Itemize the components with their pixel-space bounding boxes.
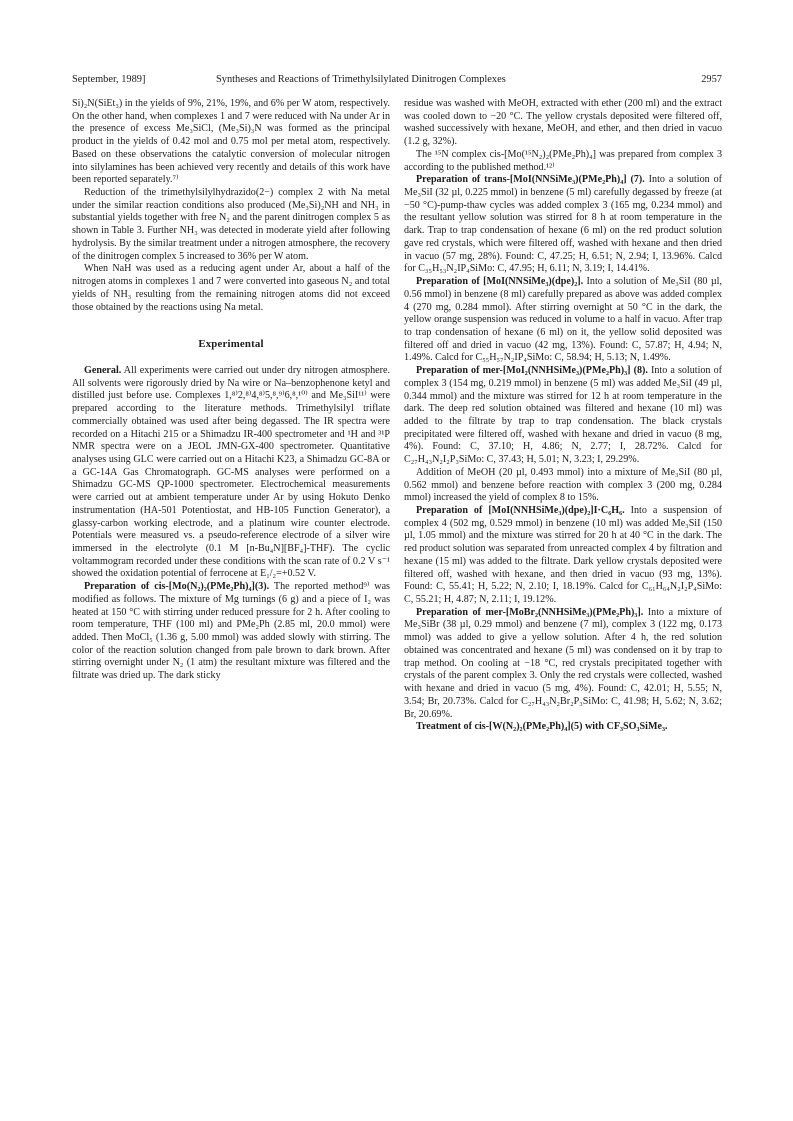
prep-7-text: Into a solution of Me₃SiI (32 µl, 0.225 mmol) in benzene (5 ml) carefully degassed by freeze (at −50 °C)-pump-thaw cycles was added complex 3 (165 mg, 0.234 mmol) and the resultant yellow solution was stirred for 8 h at room temperature in the dark. Trap to trap condensation of hexane (6 ml) on the red product solution gave red crystals, which were filtered off, washed with hexane and then dried in vacuo (57 mg, 28%). Found: C, 47.25; H, 6.51; N, 2.94; I, 13.96%. Calcd for C₃₅H₅₃N₂IP₄SiMo: C, 47.95; H, 6.11; N, 3.19; I, 14.41%. <box>404 174 722 275</box>
issue-date: September, 1989] <box>72 74 146 85</box>
general-text: All experiments were carried out under dry nitrogen atmosphere. All solvents were rigorously dried by Na wire or Na–benzophenone ketyl and distilled just before use. Complexes 1,⁸⁾2,⁸⁾4,⁸⁾5,⁸,⁹⁾6,⁸,¹⁰⁾ and Me₃SiI¹¹⁾ were prepared according to the literature methods. Trimethylsilyl triflate commercially obtained was used after being degassed. The IR spectra were recorded on a Hitachi 215 or a Shimadzu IR-400 spectrometer and ¹H and ³¹P NMR spectra were on a JEOL JMN-GX-400 spectrometer. Quantitative analyses using GLC were carried out on a Hitachi K23, a Shimadzu GC-8A or a GC-14A Gas Chromatograph. GC-MS analyses were performed on a Shimadzu GC-MS QP-1000 spectrometer. Electrochemical measurements were carried out at ambient temperature under Ar by using Hokuto Denko instrumentation (HA-501 Potentiostat, and HB-105 Function Generator), a glassy-carbon working electrode, and a platinum wire counter electrode. Potentials were measured vs. a pseudo-reference electrode of a silver wire immersed in the electrolyte (0.1 M [n-Bu₄N][BF₄]-THF). The cyclic voltammogram recorded under these conditions with the scan rate of 0.2 V s⁻¹ showed the oxidation potential of ferrocene at E₁/₂=+0.52 V. <box>72 364 390 580</box>
prep-c6h6-text: Into a suspension of complex 4 (502 mg, 0.529 mmol) in benzene (10 ml) was added Me₃SiI (150 µl, 1.05 mmol) and the mixture was stirred for 20 h at 40 °C in the dark. The red product solution was separated from unreacted complex 4 by filtration and hexane (15 ml) was added to the filtrate. Dark yellow crystals deposited were filtered off, washed with hexane, and then dried in vacuo (93 mg, 13%). Found: C, 55.41; H, 5.22; N, 2.10; I, 18.19%. Calcd for C₆₁H₆₄N₂I₂P₄SiMo: C, 55.21; H, 4.87; N, 2.11; I, 19.12%. <box>404 505 722 606</box>
general-label: General. <box>84 364 122 376</box>
prep-dpe-label: Preparation of [MoI(NNSiMe₃)(dpe)₂]. <box>416 276 584 288</box>
paragraph-intro-3: When NaH was used as a reducing agent under Ar, about a half of the nitrogen atoms in complexes 1 and 7 were converted into gaseous N₂ and total yields of NH₃ resulting from the remaining nitrogen atoms did not exceed those obtained by the reactions using Na metal. <box>72 263 390 313</box>
treatment-label: Treatment of cis-[W(N₂)₂(PMe₂Ph)₄](5) with CF₃SO₃SiMe₃. <box>416 721 668 733</box>
paragraph-prep-dpe <box>404 276 722 365</box>
paragraph-general <box>72 365 390 581</box>
paragraph-treatment <box>404 721 722 734</box>
paragraph-prep-3 <box>72 581 390 683</box>
paragraph-continued: residue was washed with MeOH, extracted with ether (200 ml) and the extract was cooled down to −20 °C. The yellow crystals deposited were filtered off, washed successively with hexane, MeOH, and ether, and then dried in vacuo (1.2 g, 32%). <box>404 98 722 148</box>
prep-8-text: Into a solution of complex 3 (154 mg, 0.219 mmol) in benzene (5 ml) was added Me₃SiI (49 µl, 0.344 mmol) and the mixture was stirred for 12 h at room temperature in the dark. The deep red solution obtained was filtered and hexane (10 ml) was added to the filtrate by trap to trap condensation. The black crystals precipitated were filtered off, washed with hexane and dried in vacuo (8 mg, 4%). Found: C, 37.10; H, 4.86; N, 2.77; I, 28.72%. Calcd for C₂₇H₄₃N₂I₂P₃SiMo: C, 37.43; H, 5.01; N, 3.23; I, 29.29%. <box>404 365 722 466</box>
paragraph-15n-complex: The ¹⁵N complex cis-[Mo(¹⁵N₂)₂(PMe₂Ph)₄] was prepared from complex 3 according to the published method.¹²⁾ <box>404 148 722 173</box>
page-header <box>72 73 722 87</box>
paragraph-prep-8 <box>404 365 722 467</box>
prep-dpe-text: Into a solution of Me₃SiI (80 µl, 0.56 mmol) in benzene (8 ml) carefully prepared as above was added complex 4 (270 mg, 0.284 mmol). After stirring overnight at 50 °C in the dark, the yellow orange suspension was reduced in volume to a half in vacuo. After trap to trap condensation of hexane (6 ml) on it, the yellow solid deposited was filtered off and dried in vacuo (42 mg, 13%). Found: C, 57.87; H, 4.94; N, 1.49%. Calcd for C₅₅H₅₇N₂IP₄SiMo: C, 58.94; H, 5.13; N, 1.49%. <box>404 276 722 364</box>
paragraph-intro-2: Reduction of the trimethylsilylhydrazido(2−) complex 2 with Na metal under the similar reaction conditions also produced (Me₃Si)₂NH and NH₃ in substantial yields together with free N₂ and the parent dinitrogen complex 5 as shown in Table 3. Further NH₃ was detected in moderate yield after following hydrolysis. By the similar treatment under a nitrogen atmosphere, the recovery of the dinitrogen complex 5 increased to 36% per W atom. <box>72 187 390 262</box>
paragraph-prep-7 <box>404 174 722 276</box>
prep-3-text: The reported method⁹⁾ was modified as follows. The mixture of Mg turnings (6 g) and a piece of I₂ was heated at 150 °C with stirring under reduced pressure for 2 h. After cooling to room temperature, THF (100 ml) and PMe₂Ph (2.85 ml, 20.0 mmol) were added. Then MoCl₅ (1.36 g, 5.00 mmol) was added slowly with stirring. The color of the reaction solution changed from pale brown to dark brown. After stirring overnight under N₂ (1 atm) the resultant mixture was filtered and the filtrate was dried up. The dark sticky <box>72 581 390 682</box>
prep-7-label: Preparation of trans-[MoI(NNSiMe₃)(PMe₂Ph)₄] (7). <box>416 174 645 186</box>
paragraph-prep-br <box>404 607 722 721</box>
left-column <box>72 98 390 683</box>
paragraph-intro-1: Si)₂N(SiEt₃) in the yields of 9%, 21%, 19%, and 6% per W atom, respectively. On the other hand, when complexes 1 and 7 were reduced with Na under Ar in the presence of excess Me₃SiCl, (Me₃Si)₃N was formed as the principal product in the yields of 0.42 mol and 0.75 mol per metal atom, respectively. Based on these observations the catalytic conversion of molecular nitrogen into silylamines has been achieved very recently and details of this work have been reported separately.⁷⁾ <box>72 98 390 186</box>
prep-br-label: Preparation of mer-[MoBr₂(NNHSiMe₃)(PMe₂Ph)₃]. <box>416 606 644 618</box>
running-title: Syntheses and Reactions of Trimethylsilylated Dinitrogen Complexes <box>216 74 506 85</box>
prep-3-label: Preparation of cis-[Mo(N₂)₂(PMe₂Ph)₄](3). <box>84 581 270 593</box>
paragraph-meoh-addition: Addition of MeOH (20 µl, 0.493 mmol) into a mixture of Me₃SiI (80 µl, 0.562 mmol) and benzene before reaction with complex 3 (200 mg, 0.284 mmol) increased the yield of complex 8 to 15%. <box>404 466 722 504</box>
prep-8-label: Preparation of mer-[MoI₂(NNHSiMe₃)(PMe₂Ph)₃] (8). <box>416 365 648 377</box>
paragraph-prep-c6h6 <box>404 505 722 607</box>
page-number: 2957 <box>701 74 722 85</box>
prep-c6h6-label: Preparation of [MoI(NNHSiMe₃)(dpe)₂]I·C₆H₆. <box>416 505 625 516</box>
section-heading-experimental: Experimental <box>198 338 264 351</box>
right-column <box>404 98 722 734</box>
prep-br-text: Into a mixture of Me₃SiBr (38 µl, 0.29 mmol) and benzene (7 ml), complex 3 (122 mg, 0.173 mmol) was added to give a yellow solution. After 4 h, the red solution obtained was concentrated and hexane (5 ml) was condensed on it by trap to trap method. On cooling at −18 °C, red crystals precipitated together with crystals of the parent complex 3. Only the red crystals were collected, washed with hexane and dried in vacuo (5 mg, 4%). Found: C, 42.01; H, 5.55; N, 3.54; Br, 20.73%. Calcd for C₂₇H₄₃N₂Br₂P₃SiMo: C, 41.98; H, 5.62; N, 3.62; Br, 20.69%. <box>404 606 722 720</box>
